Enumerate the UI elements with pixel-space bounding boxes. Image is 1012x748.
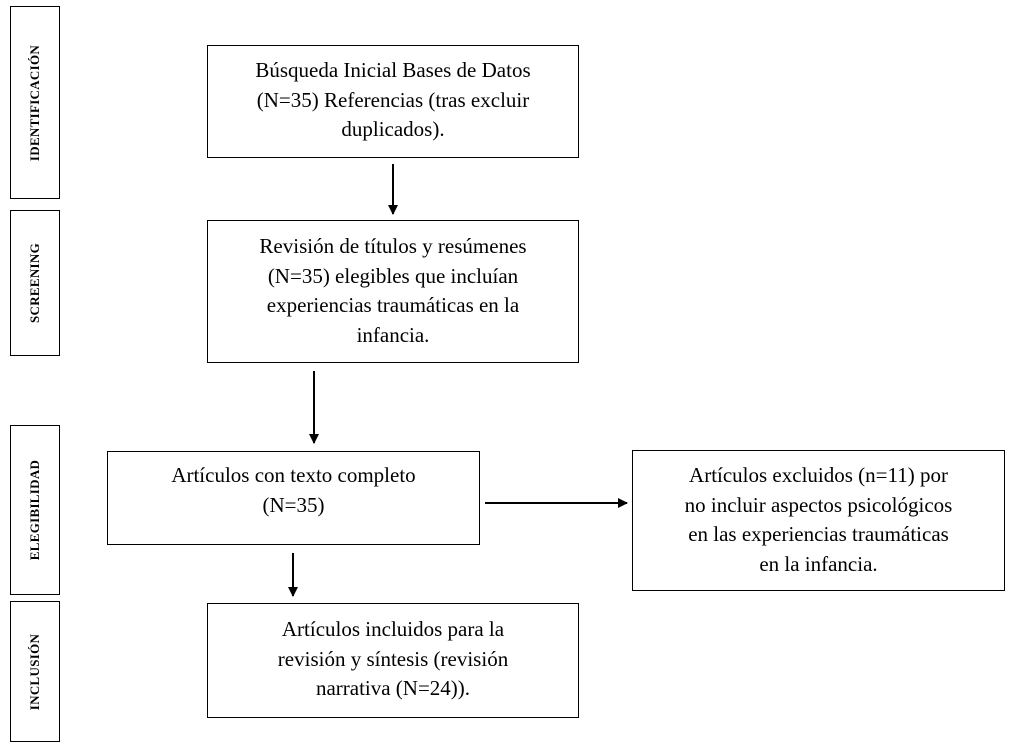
phase-label-inclusion-text: INCLUSIÓN <box>27 633 43 710</box>
phase-label-screening-text: SCREENING <box>27 243 42 323</box>
texto-completo-text: Artículos con texto completo (N=35) <box>171 463 416 517</box>
revision-titulos-text: Revisión de títulos y resúmenes (N=35) elegibles que incluían experiencias traumáticas en la infancia. <box>259 234 527 347</box>
phase-label-identificacion-text: IDENTIFICACIÓN <box>27 44 43 161</box>
incluidos-text: Artículos incluidos para la revisión y síntesis (revisión narrativa (N=24)). <box>277 617 509 700</box>
excluidos-text: Artículos excluidos (n=11) por no incluir aspectos psicológicos en las experiencias traumáticas en la infancia. <box>684 463 953 576</box>
busqueda-inicial-text: Búsqueda Inicial Bases de Datos (N=35) Referencias (tras excluir duplicados). <box>255 58 531 141</box>
phase-label-elegibilidad-text: ELEGIBILIDAD <box>27 459 43 561</box>
